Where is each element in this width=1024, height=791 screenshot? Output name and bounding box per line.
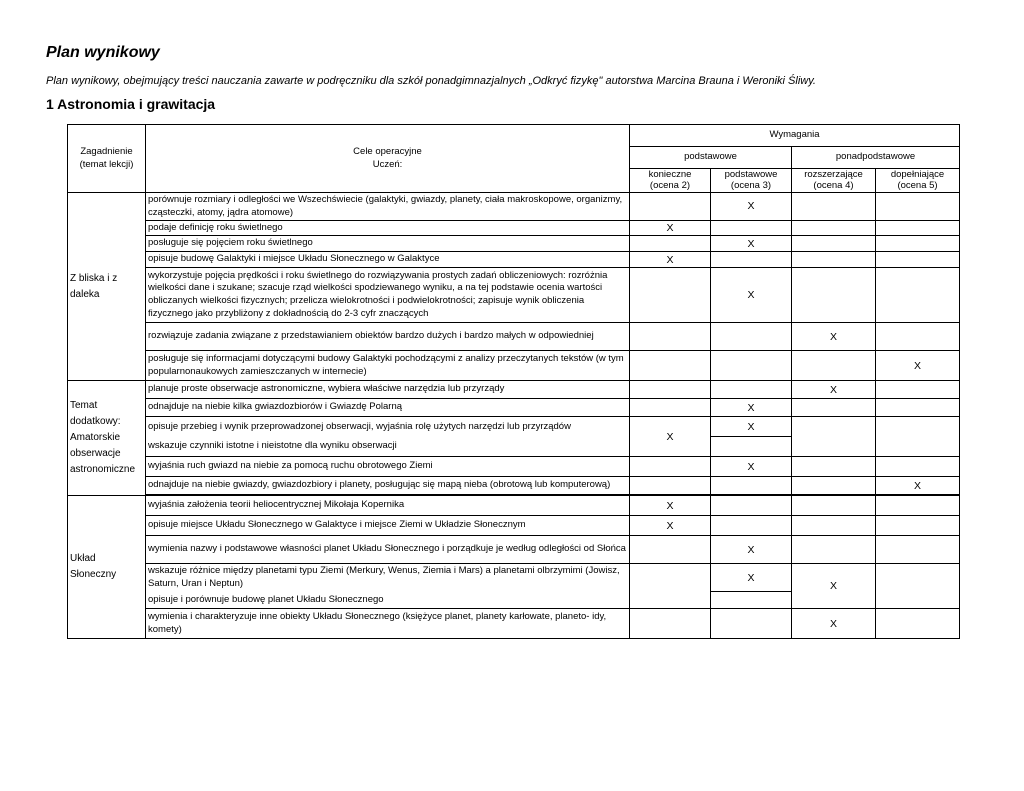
header-level-extending: rozszerzające (ocena 4) <box>792 169 876 193</box>
goal-cell: wyjaśnia ruch gwiazd na niebie za pomocą ruchu obrotowego Ziemi <box>146 457 630 477</box>
goal-cell: opisuje i porównuje budowę planet Układu Słonecznego <box>146 592 630 609</box>
topic-cell: Temat dodatkowy: Amatorskie obserwacje astronomiczne <box>68 381 146 496</box>
requirement-mark: X <box>711 236 792 252</box>
requirements-table <box>67 124 960 639</box>
requirement-mark: X <box>711 536 792 564</box>
topic-cell: Z bliska i z daleka <box>68 193 146 381</box>
requirement-mark: X <box>630 252 711 268</box>
requirement-mark: X <box>711 564 792 592</box>
goal-cell: opisuje przebieg i wynik przeprowadzonej obserwacji, wyjaśnia rolę użytych narzędzi lub przyrządów <box>146 417 630 437</box>
goal-cell: posługuje się informacjami dotyczącymi budowy Galaktyki pochodzącymi z analizy przeczytanych tekstów (w tym popularnonaukowych zamieszczanych w internecie) <box>146 351 630 381</box>
requirement-mark: X <box>630 496 711 516</box>
header-group-extended: ponadpodstawowe <box>792 147 960 169</box>
goal-cell: wykorzystuje pojęcia prędkości i roku świetlnego do rozwiązywania prostych zadań obliczeniowych: rozróżnia wielkości dane i szukane; szacuje rząd wielkości spodziewanego wyniku, a na tej podstawie ocenia wartości obliczanych wielkości fizycznych; przelicza wielokrotności i podwielokrotności; zapisuje wynik obliczenia fizycznego jako przybliżony z dokładnością do 2-3 cyfr znaczących <box>146 268 630 323</box>
goal-cell: wyjaśnia założenia teorii heliocentrycznej Mikołaja Kopernika <box>146 496 630 516</box>
goal-cell: wymienia i charakteryzuje inne obiekty Układu Słonecznego (księżyce planet, planety karłowate, planeto- idy, komety) <box>146 609 630 639</box>
goal-cell: porównuje rozmiary i odległości we Wszechświecie (galaktyki, gwiazdy, planety, ciała makroskopowe, organizmy, cząsteczki, atomy, jądra atomowe) <box>146 193 630 221</box>
header-level-complementing: dopełniające (ocena 5) <box>876 169 960 193</box>
requirement-mark: X <box>792 564 876 609</box>
requirement-mark: X <box>792 323 876 351</box>
page-title: Plan wynikowy <box>46 44 160 61</box>
header-requirements: Wymagania <box>630 125 960 147</box>
section-heading: 1 Astronomia i grawitacja <box>46 96 216 112</box>
goal-cell: opisuje budowę Galaktyki i miejsce Układu Słonecznego w Galaktyce <box>146 252 630 268</box>
requirement-mark: X <box>792 381 876 399</box>
requirement-mark: X <box>711 268 792 323</box>
topic-cell: Układ Słoneczny <box>68 496 146 639</box>
header-level-basic: podstawowe (ocena 3) <box>711 169 792 193</box>
requirement-mark: X <box>630 221 711 236</box>
goal-cell: rozwiązuje zadania związane z przedstawianiem obiektów bardzo dużych i bardzo małych w odpowiedniej <box>146 323 630 351</box>
goal-cell: odnajduje na niebie gwiazdy, gwiazdozbiory i planety, posługując się mapą nieba (obrotową lub komputerową) <box>146 477 630 495</box>
header-group-basic: podstawowe <box>630 147 792 169</box>
goal-cell: wskazuje różnice między planetami typu Ziemi (Merkury, Wenus, Ziemia i Mars) a planetami olbrzymimi (Jowisz, Saturn, Uran i Neptun) <box>146 564 630 592</box>
goal-cell: posługuje się pojęciem roku świetlnego <box>146 236 630 252</box>
goal-cell: opisuje miejsce Układu Słonecznego w Galaktyce i miejsce Ziemi w Układzie Słonecznym <box>146 516 630 536</box>
requirement-mark: X <box>630 516 711 536</box>
goal-cell: wskazuje czynniki istotne i nieistotne dla wyniku obserwacji <box>146 437 630 457</box>
requirement-mark: X <box>876 351 960 381</box>
requirement-mark: X <box>630 417 711 457</box>
goal-cell: podaje definicję roku świetlnego <box>146 221 630 236</box>
requirement-mark: X <box>711 193 792 221</box>
goal-cell: wymienia nazwy i podstawowe własności planet Układu Słonecznego i porządkuje je według odległości od Słońca <box>146 536 630 564</box>
requirement-mark: X <box>792 609 876 639</box>
goal-cell: odnajduje na niebie kilka gwiazdozbiorów i Gwiazdę Polarną <box>146 399 630 417</box>
header-goals: Cele operacyjne Uczeń: <box>146 125 630 193</box>
goal-cell: planuje proste obserwacje astronomiczne, wybiera właściwe narzędzia lub przyrządy <box>146 381 630 399</box>
requirement-mark: X <box>711 457 792 477</box>
requirement-mark: X <box>711 417 792 437</box>
header-level-necessary: konieczne (ocena 2) <box>630 169 711 193</box>
page-subtitle: Plan wynikowy, obejmujący treści nauczania zawarte w podręczniku dla szkół ponadgimnazjalnych „Odkryć fizykę" autorstwa Marcina Brauna i Weroniki Śliwy. <box>46 75 816 87</box>
header-topic: Zagadnienie (temat lekcji) <box>68 125 146 193</box>
requirement-mark: X <box>711 399 792 417</box>
requirement-mark: X <box>876 477 960 495</box>
